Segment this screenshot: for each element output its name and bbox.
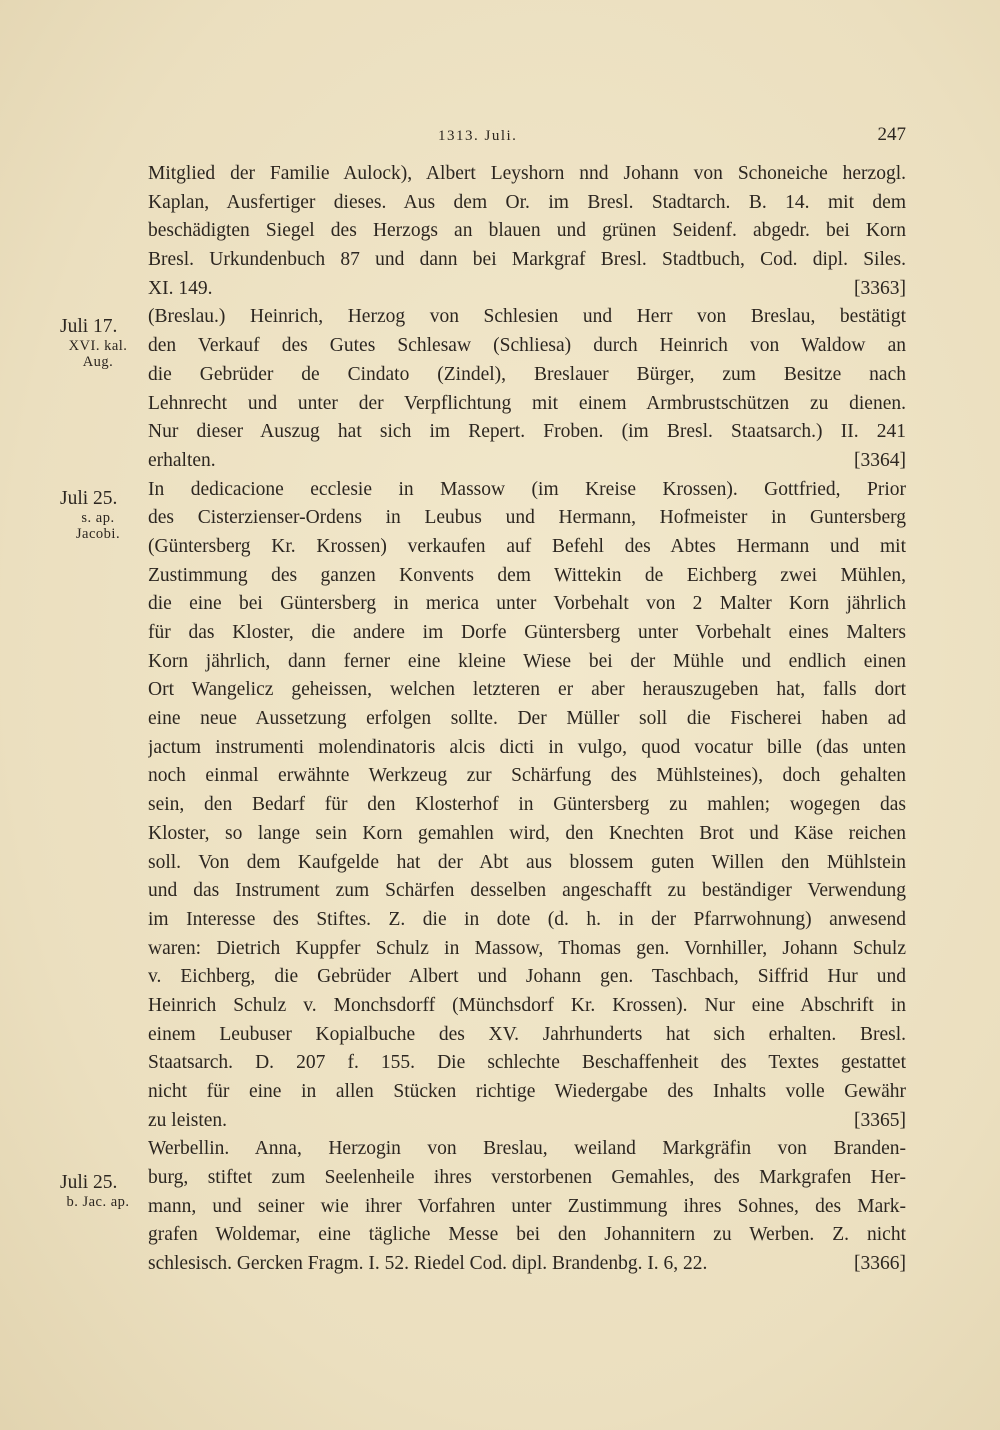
text-line: den Verkauf des Gutes Schlesaw (Schliesa) durch Heinrich von Waldow an [148,335,906,357]
main-text [148,160,906,1279]
text-fragment: XI. 149. [148,277,213,299]
text-line [148,1250,906,1279]
text-line: noch einmal erwähnte Werkzeug zur Schärfung des Mühlsteines), doch gehalten [148,765,906,787]
margin-feast: Aug. [82,354,114,370]
text-line: waren: Dietrich Kuppfer Schulz in Massow, Thomas gen. Vornhiller, Johann Schulz [148,937,906,959]
page-number: 247 [877,124,906,145]
text-line: und das Instrument zum Schärfen desselben angeschafft zu beständiger Verwendung [148,880,906,902]
margin-date: Juli 25. [60,1172,118,1193]
text-line: v. Eichberg, die Gebrüder Albert und Johann gen. Taschbach, Siffrid Hur und [148,966,906,988]
margin-date: Juli 25. [60,488,118,509]
text-fragment: zu leisten. [148,1109,228,1131]
text-line: eine neue Aussetzung erfolgen sollte. Der Müller soll die Fischerei haben ad [148,708,906,730]
text-line: Heinrich Schulz v. Monchsdorff (Münchsdorf Kr. Krossen). Nur eine Abschrift in [148,994,906,1016]
text-line: beschädigten Siegel des Herzogs an blauen und grünen Seidenf. abgedr. bei Korn [148,220,906,242]
text-line: grafen Woldemar, eine tägliche Messe bei den Johannitern zu Werben. Z. nicht [148,1224,906,1246]
text-line: Mitglied der Familie Aulock), Albert Leyshorn nnd Johann von Schoneiche herzogl. [148,163,906,184]
margin-feast: Jacobi. [75,526,121,542]
text-line: Kaplan, Ausfertiger dieses. Aus dem Or. im Bresl. Stadtarch. B. 14. mit dem [148,191,906,213]
text-line: des Cisterzienser-Ordens in Leubus und Hermann, Hofmeister in Guntersberg [148,507,906,529]
text-line: jactum instrumenti molendinatoris alcis dicti in vulgo, quod vocatur bille (das unten [148,736,906,758]
text-line: sein, den Bedarf für den Klosterhof in Güntersberg zu mahlen; wogegen das [148,794,906,816]
text-line: einem Leubuser Kopialbuche des XV. Jahrhunderts hat sich erhalten. Bresl. [148,1023,906,1045]
text-line [148,1107,906,1136]
margin-note-juli-25-b [52,1172,144,1210]
text-line: Werbellin. Anna, Herzogin von Breslau, weiland Markgräfin von Branden- [148,1138,906,1160]
text-line: die eine bei Güntersberg in merica unter Vorbehalt von 2 Malter Korn jährlich [148,593,906,615]
text-line: Korn jährlich, dann ferner eine kleine Wiese bei der Mühle und endlich einen [148,650,906,672]
text-line: mann, und seiner wie ihrer Vorfahren unter Zustimmung ihres Sohnes, des Mark- [148,1195,906,1217]
text-line: Ort Wangelicz geheissen, welchen letzteren er aber herauszugeben hat, falls dort [148,679,906,701]
text-line: soll. Von dem Kaufgelde hat der Abt aus blossem guten Willen den Mühlstein [148,851,906,873]
document-number: [3364] [854,449,906,471]
document-number: [3366] [854,1253,906,1275]
margin-feast: s. ap. [81,510,115,526]
margin-date: Juli 17. [60,316,118,337]
text-line: Lehnrecht und unter der Verpflichtung mit einem Armbrustschützen zu dienen. [148,392,906,414]
text-fragment: erhalten. [148,449,216,471]
text-line [148,447,906,476]
text-line: burg, stiftet zum Seelenheile ihres verstorbenen Gemahles, des Markgrafen Her- [148,1167,906,1189]
text-line: In dedicacione ecclesie in Massow (im Kreise Krossen). Gottfried, Prior [148,478,906,500]
text-line: (Güntersberg Kr. Krossen) verkaufen auf Befehl des Abtes Hermann und mit [148,535,906,557]
text-line: nicht für eine in allen Stücken richtige Wiedergabe des Inhalts volle Gewähr [148,1081,906,1102]
text-line [148,275,906,304]
text-line: für das Kloster, die andere im Dorfe Güntersberg unter Vorbehalt eines Malters [148,622,906,643]
document-number: [3363] [854,277,906,299]
text-line: Kloster, so lange sein Korn gemahlen wird, den Knechten Brot und Käse reichen [148,822,906,844]
margin-note-juli-25-a [52,488,144,542]
text-line: Zustimmung des ganzen Konvents dem Wittekin de Eichberg zwei Mühlen, [148,564,906,586]
margin-feast: b. Jac. ap. [66,1194,130,1210]
margin-note-juli-17 [52,316,144,370]
text-fragment: schlesisch. Gercken Fragm. I. 52. Riedel Cod. dipl. Brandenbg. I. 6, 22. [148,1253,708,1275]
text-line: Bresl. Urkundenbuch 87 und dann bei Markgraf Bresl. Stadtbuch, Cod. dipl. Siles. [148,249,906,271]
running-title: 1313. Juli. [438,128,518,144]
text-line: die Gebrüder de Cindato (Zindel), Breslauer Bürger, zum Besitze nach [148,363,906,385]
margin-feast: XVI. kal. [68,338,128,354]
text-line: Nur dieser Auszug hat sich im Repert. Froben. (im Bresl. Staatsarch.) II. 241 [148,421,906,443]
text-line: (Breslau.) Heinrich, Herzog von Schlesien und Herr von Breslau, bestätigt [148,306,906,328]
text-line: im Interesse des Stiftes. Z. die in dote (d. h. in der Pfarrwohnung) anwesend [148,908,906,930]
document-number: [3365] [854,1109,906,1131]
text-line: Staatsarch. D. 207 f. 155. Die schlechte Beschaffenheit des Textes gestattet [148,1052,906,1074]
page-header [148,124,906,154]
